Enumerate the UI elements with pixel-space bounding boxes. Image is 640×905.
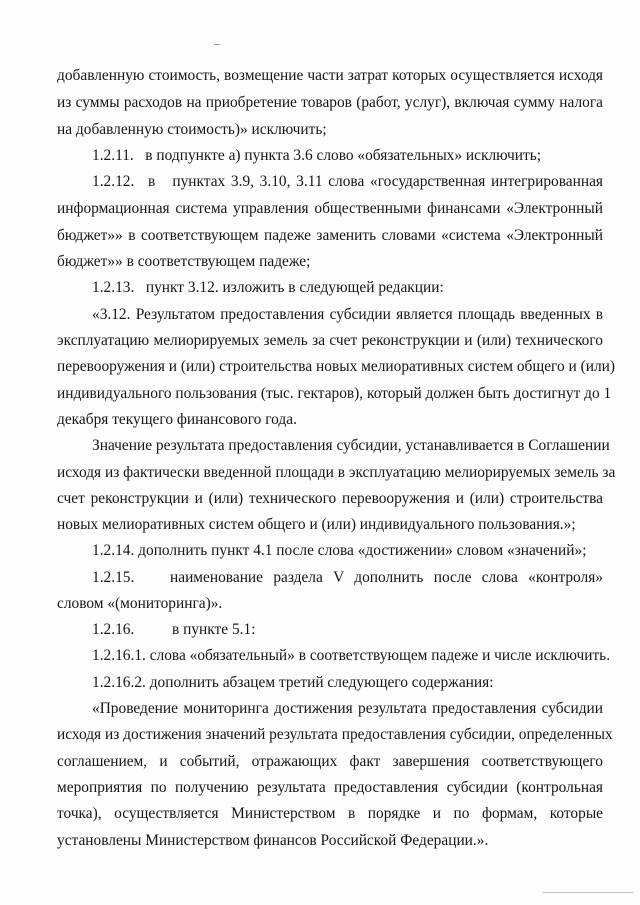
item-1-2-16-2: 1.2.16.2. дополнить абзацем третий следующего содержания:	[92, 674, 494, 691]
scan-artifact-bottom	[542, 892, 634, 893]
item-1-2-16-text: в пункте 5.1:	[172, 621, 256, 638]
paragraph-line: установлены Министерством финансов Российской Федерации.».	[57, 832, 489, 849]
paragraph-line: из суммы расходов на приобретение товаров (работ, услуг), включая сумму налога	[57, 94, 603, 111]
paragraph-line: мероприятия по получению результата предоставления субсидии (контрольная	[57, 779, 603, 796]
paragraph-line: бюджет»» в соответствующем падеже;	[57, 253, 311, 270]
item-1-2-15-text: наименование раздела V дополнить после слова «контроля»	[170, 569, 603, 586]
paragraph-line: перевооружения и (или) строительства новых мелиоративных систем общего и (или)	[57, 358, 616, 375]
paragraph-line: индивидуального пользования (тыс. гектаров), который должен быть достигнут до 1	[57, 385, 612, 402]
item-number-1-2-12: 1.2.12.	[92, 173, 135, 190]
item-1-2-12-text: в пунктах 3.9, 3.10, 3.11 слова «государственная интегрированная	[148, 173, 603, 190]
paragraph-line: счет реконструкции и (или) технического перевооружения и (или) строительства	[57, 490, 603, 507]
item-number-1-2-15: 1.2.15.	[92, 569, 135, 586]
paragraph-line: на добавленную стоимость)» исключить;	[57, 121, 327, 138]
scan-artifact-top	[214, 44, 220, 45]
paragraph-line: информационная система управления общественными финансами «Электронный	[57, 200, 603, 217]
paragraph-line: добавленную стоимость, возмещение части затрат которых осуществляется исходя	[57, 67, 603, 84]
paragraph-line: исходя из достижения значений результата предоставления субсидии, определенных	[57, 726, 613, 743]
paragraph-line: новых мелиоративных систем общего и (или) индивидуального пользования.»;	[57, 516, 576, 533]
paragraph-line: декабря текущего финансового года.	[57, 411, 297, 428]
item-1-2-14: 1.2.14. дополнить пункт 4.1 после слова «достижении» словом «значений»;	[92, 542, 587, 559]
paragraph-line: словом «(мониторинга)».	[57, 595, 223, 612]
paragraph-line: точка), осуществляется Министерством в порядке и по формам, которые	[57, 805, 603, 822]
paragraph-line: бюджет»» в соответствующем падеже заменить словами «система «Электронный	[57, 227, 603, 244]
paragraph-line: Значение результата предоставления субсидии, устанавливается в Соглашении	[92, 437, 610, 454]
item-1-2-16-1: 1.2.16.1. слова «обязательный» в соответствующем падеже и числе исключить.	[92, 647, 611, 664]
paragraph-line: соглашением, и событий, отражающих факт завершения соответствующего	[57, 753, 603, 770]
item-1-2-11: 1.2.11. в подпункте а) пункта 3.6 слово «обязательных» исключить;	[92, 147, 542, 164]
quote-line: «Проведение мониторинга достижения результата предоставления субсидии	[92, 700, 603, 717]
item-1-2-13: 1.2.13. пункт 3.12. изложить в следующей редакции:	[92, 279, 444, 296]
quote-line: «3.12. Результатом предоставления субсидии является площадь введенных в	[92, 306, 603, 323]
paragraph-line: исходя из фактически введенной площади в эксплуатацию мелиорируемых земель за	[57, 464, 616, 481]
paragraph-line: эксплуатацию мелиорируемых земель за счет реконструкции и (или) технического	[57, 332, 603, 349]
item-number-1-2-16: 1.2.16.	[92, 621, 135, 638]
